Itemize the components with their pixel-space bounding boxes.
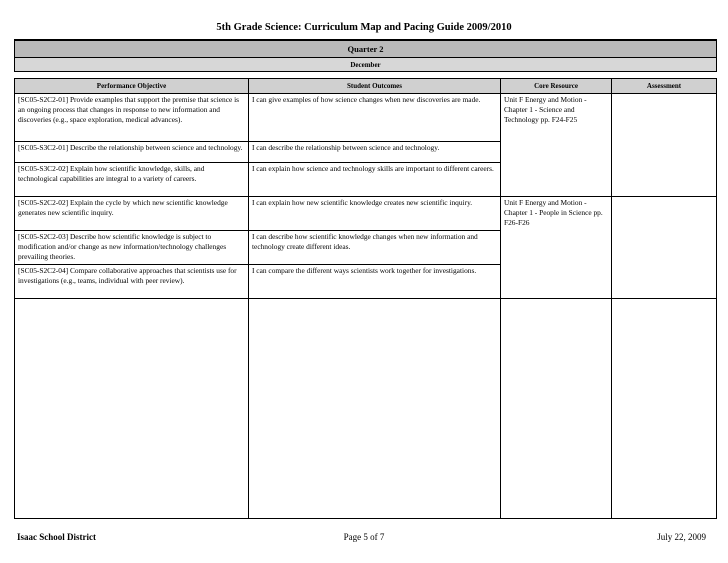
quarter-band (15, 40, 717, 58)
page-title: 5th Grade Science: Curriculum Map and Pacing Guide 2009/2010 (216, 22, 512, 33)
outcome-cell: I can describe the relationship between science and technology. (249, 142, 501, 163)
month-label: December (15, 58, 717, 72)
objective-cell: [SC05-S3C2-02] Explain how scientific knowledge, skills, and technological capabilities are integral to a variety of careers. (15, 163, 249, 197)
column-header-resource: Core Resource (501, 79, 612, 94)
objective-cell: [SC05-S2C2-02] Explain the cycle by which new scientific knowledge generates new scientific inquiry. (15, 197, 249, 231)
column-header-outcomes: Student Outcomes (249, 79, 501, 94)
spacer-row (15, 72, 717, 79)
footer-district: Isaac School District (17, 532, 96, 542)
outcome-cell: I can compare the different ways scientists work together for investigations. (249, 265, 501, 299)
empty-row (15, 299, 717, 519)
footer-page-number: Page 5 of 7 (343, 532, 385, 542)
quarter-label: Quarter 2 (15, 40, 717, 58)
objective-cell: [SC05-S2C2-03] Describe how scientific knowledge is subject to modification and/or change as new information/technology challenges prevailing theories. (15, 231, 249, 265)
assessment-cell (612, 94, 717, 197)
month-band (15, 58, 717, 72)
resource-cell: Unit F Energy and Motion - Chapter 1 - People in Science pp. F26-F26 (501, 197, 612, 299)
outcome-cell: I can give examples of how science changes when new discoveries are made. (249, 94, 501, 142)
column-header-assessment: Assessment (612, 79, 717, 94)
table-row (15, 197, 717, 231)
column-header-objective: Performance Objective (15, 79, 249, 94)
resource-cell: Unit F Energy and Motion - Chapter 1 - Science and Technology pp. F24-F25 (501, 94, 612, 197)
outcome-cell: I can describe how scientific knowledge changes when new information and technology create different ideas. (249, 231, 501, 265)
footer-date: July 22, 2009 (657, 532, 706, 542)
curriculum-table (14, 39, 717, 519)
table-row (15, 94, 717, 142)
column-header-row (15, 79, 717, 94)
objective-cell: [SC05-S2C2-04] Compare collaborative approaches that scientists use for investigations (e.g., teams, individual with peer review). (15, 265, 249, 299)
assessment-cell (612, 197, 717, 299)
outcome-cell: I can explain how science and technology skills are important to different careers. (249, 163, 501, 197)
objective-cell: [SC05-S2C2-01] Provide examples that support the premise that science is an ongoing process that changes in response to new information and discoveries (e.g., space exploration, medical advances). (15, 94, 249, 142)
outcome-cell: I can explain how new scientific knowledge creates new scientific inquiry. (249, 197, 501, 231)
objective-cell: [SC05-S3C2-01] Describe the relationship between science and technology. (15, 142, 249, 163)
